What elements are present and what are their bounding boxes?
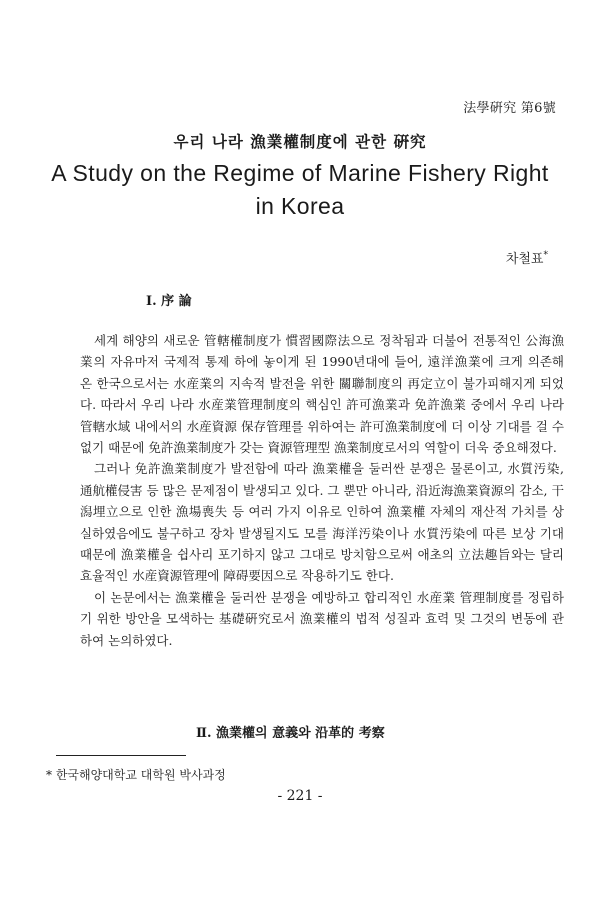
footnote-divider xyxy=(56,755,186,756)
english-title xyxy=(0,157,600,223)
footnote-marker: * xyxy=(543,250,548,261)
journal-issue-header: 法學硏究 第6號 xyxy=(463,101,556,116)
footnote: * 한국해양대학교 대학원 박사과정 xyxy=(46,768,226,782)
page-number: - 221 - xyxy=(277,788,323,804)
english-title-line-1: A Study on the Regime of Marine Fishery Right xyxy=(51,160,549,186)
body-text xyxy=(80,330,564,651)
english-title-line-2: in Korea xyxy=(255,193,345,219)
section-heading-introduction: Ⅰ. 序 論 xyxy=(146,294,192,309)
paragraph: 그러나 免許漁業制度가 발전함에 따라 漁業權을 둘러싼 분쟁은 물론이고, 水質汚染, 通航權侵害 등 많은 문제점이 발생되고 있다. 그 뿐만 아니라, 沿近海漁業資源의 감소, 干潟埋立으로 인한 漁場喪失 등 여러 가지 이유로 인하여 漁業權 자체의 재산적 가치를 상실하였음에도 불구하고 장차 발생될지도 모를 海洋汚染이나 水質汚染에 따른 보상 기대 때문에 漁業權을 쉽사리 포기하지 않고 그대로 방치함으로써 애초의 立法趣旨와는 달리 효율적인 水産資源管理에 障碍要因으로 작용하기도 한다. xyxy=(80,461,564,584)
author-byline xyxy=(506,248,548,267)
paragraph: 이 논문에서는 漁業權을 둘러싼 분쟁을 예방하고 합리적인 水産業 管理制度를 정립하기 위한 방안을 모색하는 基礎硏究로서 漁業權의 법적 성질과 효력 및 그것의 변동에 관하여 논의하였다. xyxy=(80,589,564,648)
author-name: 차철표 xyxy=(505,252,544,267)
section-heading-2: Ⅱ. 漁業權의 意義와 沿革的 考察 xyxy=(196,726,385,741)
paragraph: 세계 해양의 새로운 管轄權制度가 慣習國際法으로 정착됨과 더불어 전통적인 公海漁業의 자유마저 국제적 통제 하에 놓이게 된 1990년대에 들어, 遠洋漁業에 크게 의존해 온 한국으로서는 水産業의 지속적 발전을 위한 關聯制度의 再定立이 불가피해지게 되었다. 따라서 우리 나라 水産業管理制度의 핵심인 許可漁業과 免許漁業 중에서 우리 나라 管轄水域 내에서의 水産資源 保存管理를 위하여는 許可漁業制度에 더 이상 기대를 걸 수 없기 때문에 免許漁業制度가 갖는 資源管理型 漁業制度로서의 역할이 더욱 중요해졌다. xyxy=(80,333,564,456)
korean-title: 우리 나라 漁業權制度에 관한 硏究 xyxy=(173,132,427,151)
